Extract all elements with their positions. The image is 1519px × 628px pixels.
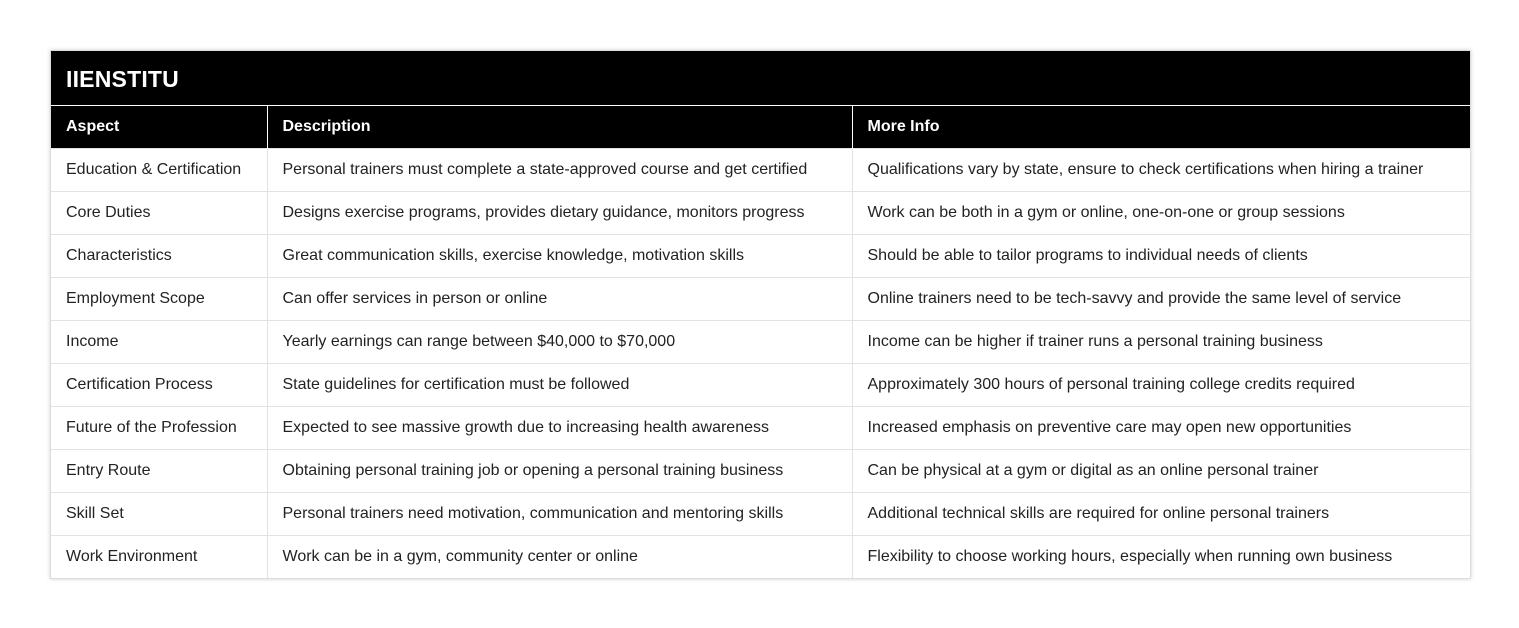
cell-more-info: Can be physical at a gym or digital as an online personal trainer bbox=[852, 450, 1470, 493]
cell-description: Designs exercise programs, provides dietary guidance, monitors progress bbox=[267, 192, 852, 235]
cell-description: Can offer services in person or online bbox=[267, 278, 852, 321]
table-row bbox=[51, 192, 1470, 235]
cell-description: Work can be in a gym, community center or online bbox=[267, 536, 852, 579]
cell-more-info: Should be able to tailor programs to individual needs of clients bbox=[852, 235, 1470, 278]
cell-description: Personal trainers must complete a state-approved course and get certified bbox=[267, 149, 852, 192]
table-body bbox=[51, 149, 1470, 579]
table-row bbox=[51, 321, 1470, 364]
cell-more-info: Flexibility to choose working hours, especially when running own business bbox=[852, 536, 1470, 579]
cell-more-info: Increased emphasis on preventive care may open new opportunities bbox=[852, 407, 1470, 450]
column-header-more-info: More Info bbox=[852, 106, 1470, 149]
cell-aspect: Education & Certification bbox=[51, 149, 267, 192]
cell-description: Expected to see massive growth due to increasing health awareness bbox=[267, 407, 852, 450]
cell-aspect: Entry Route bbox=[51, 450, 267, 493]
cell-description: Obtaining personal training job or opening a personal training business bbox=[267, 450, 852, 493]
cell-aspect: Core Duties bbox=[51, 192, 267, 235]
cell-more-info: Approximately 300 hours of personal training college credits required bbox=[852, 364, 1470, 407]
cell-aspect: Work Environment bbox=[51, 536, 267, 579]
cell-description: Personal trainers need motivation, communication and mentoring skills bbox=[267, 493, 852, 536]
table-row bbox=[51, 364, 1470, 407]
cell-more-info: Income can be higher if trainer runs a personal training business bbox=[852, 321, 1470, 364]
table-brand-title: IIENSTITU bbox=[51, 51, 1470, 105]
table-row bbox=[51, 450, 1470, 493]
cell-description: Yearly earnings can range between $40,000 to $70,000 bbox=[267, 321, 852, 364]
cell-more-info: Work can be both in a gym or online, one-on-one or group sessions bbox=[852, 192, 1470, 235]
column-header-description: Description bbox=[267, 106, 852, 149]
cell-aspect: Skill Set bbox=[51, 493, 267, 536]
cell-more-info: Additional technical skills are required for online personal trainers bbox=[852, 493, 1470, 536]
cell-aspect: Certification Process bbox=[51, 364, 267, 407]
data-table-container bbox=[50, 50, 1471, 579]
cell-description: Great communication skills, exercise knowledge, motivation skills bbox=[267, 235, 852, 278]
cell-description: State guidelines for certification must be followed bbox=[267, 364, 852, 407]
cell-more-info: Online trainers need to be tech-savvy and provide the same level of service bbox=[852, 278, 1470, 321]
table-row bbox=[51, 493, 1470, 536]
column-header-aspect: Aspect bbox=[51, 106, 267, 149]
cell-aspect: Characteristics bbox=[51, 235, 267, 278]
cell-aspect: Future of the Profession bbox=[51, 407, 267, 450]
cell-more-info: Qualifications vary by state, ensure to check certifications when hiring a trainer bbox=[852, 149, 1470, 192]
table-header bbox=[51, 106, 1470, 149]
cell-aspect: Income bbox=[51, 321, 267, 364]
table-row bbox=[51, 235, 1470, 278]
table-row bbox=[51, 536, 1470, 579]
table-row bbox=[51, 407, 1470, 450]
header-row bbox=[51, 106, 1470, 149]
table-row bbox=[51, 278, 1470, 321]
info-table bbox=[51, 105, 1470, 578]
cell-aspect: Employment Scope bbox=[51, 278, 267, 321]
table-row bbox=[51, 149, 1470, 192]
